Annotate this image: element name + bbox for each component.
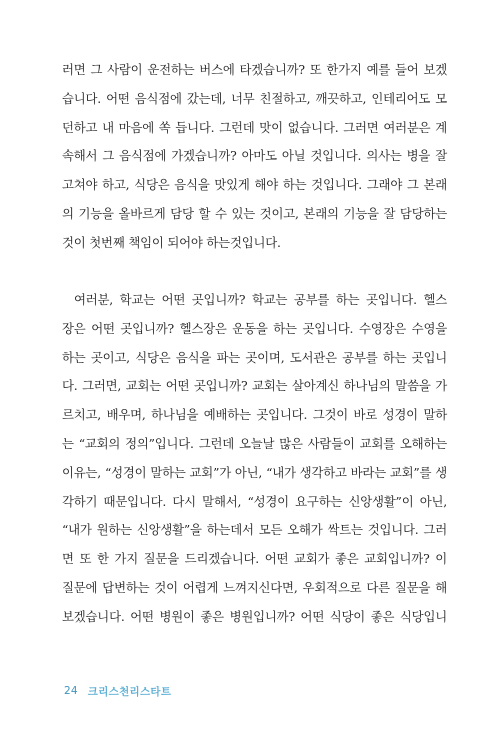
text-line: 는 “교회의 정의”입니다. 그런데 오늘날 많은 사람들이 교회를 오해하는 — [62, 435, 447, 451]
text-line: 습니다. 어떤 음식점에 갔는데, 너무 친절하고, 깨끗하고, 인테리어도 모 — [62, 90, 447, 106]
paragraph-1 — [62, 56, 447, 258]
text-line: 던하고 내 마음에 쏙 듭니다. 그런데 맛이 없습니다. 그러면 여러분은 계 — [62, 119, 447, 135]
text-line: 여러분, 학교는 어떤 곳입니까? 학교는 공부를 하는 곳입니다. 헬스 — [74, 292, 447, 307]
text-line: 보겠습니다. 어떤 병원이 좋은 병원입니까? 어떤 식당이 좋은 식당입니 — [62, 608, 447, 624]
text-line: 질문에 답변하는 것이 어렵게 느껴지신다면, 우회적으로 다른 질문을 해 — [62, 579, 447, 595]
text-line: 하는 곳이고, 식당은 음식을 파는 곳이며, 도서관은 공부를 하는 곳입니 — [62, 349, 447, 365]
text-line: 이유는, “성경이 말하는 교회”가 아닌, “내가 생각하고 바라는 교회”를 생 — [62, 464, 447, 480]
text-line: 의 기능을 올바르게 담당 할 수 있는 것이고, 본래의 기능을 잘 담당하는 — [62, 205, 447, 221]
text-line: 러면 그 사람이 운전하는 버스에 타겠습니까? 또 한가지 예를 들어 보겠 — [62, 62, 447, 77]
text-line: 르치고, 배우며, 하나님을 예배하는 곳입니다. 그것이 바로 성경이 말하 — [62, 407, 447, 423]
text-line: 고쳐야 하고, 식당은 음식을 맛있게 해야 하는 것입니다. 그래야 그 본래 — [62, 177, 447, 193]
paragraph-2 — [62, 286, 447, 632]
text-line: 다. 그러면, 교회는 어떤 곳입니까? 교회는 살아계신 하나님의 말씀을 가 — [62, 378, 447, 394]
text-line: 장은 어떤 곳입니까? 헬스장은 운동을 하는 곳입니다. 수영장은 수영을 — [62, 320, 447, 336]
text-line: 각하기 때문입니다. 다시 말해서, “성경이 요구하는 신앙생활”이 아닌, — [62, 493, 447, 509]
text-line: 속해서 그 음식점에 가겠습니까? 아마도 아닐 것입니다. 의사는 병을 잘 — [62, 148, 447, 164]
page-number: 24 — [64, 685, 78, 697]
running-title: 크리스천리스타트 — [87, 685, 172, 698]
text-line: 면 또 한 가지 질문을 드리겠습니다. 어떤 교회가 좋은 교회입니까? 이 — [62, 551, 447, 567]
text-line: “내가 원하는 신앙생활”을 하는데서 모든 오해가 싹트는 것입니다. 그러 — [62, 522, 447, 538]
page-footer — [64, 683, 171, 699]
text-line: 것이 첫번째 책임이 되어야 하는것입니다. — [62, 234, 281, 250]
